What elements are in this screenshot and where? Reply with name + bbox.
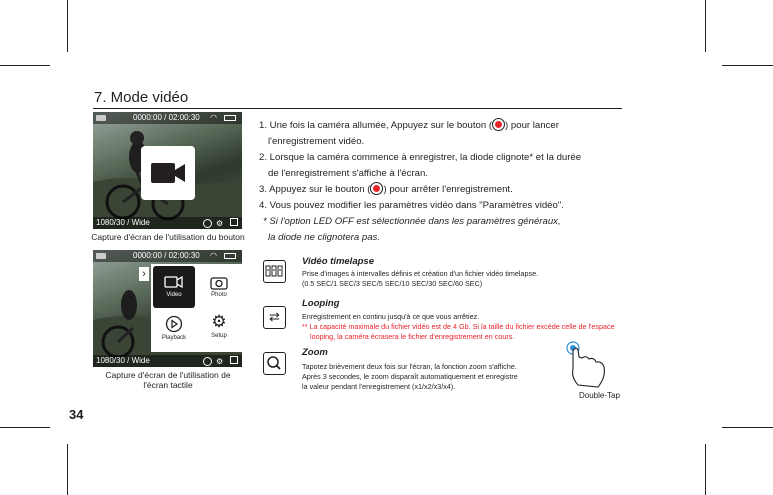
- rec-indicator-icon: [96, 115, 106, 121]
- timer: 0000:00 / 02:00:30: [133, 113, 200, 122]
- menu-label: Video: [166, 292, 182, 298]
- camera-screenshot-button: [93, 112, 242, 229]
- timelapse-title: Vidéo timelapse: [302, 256, 374, 267]
- mode-menu: [151, 264, 242, 352]
- menu-item-video[interactable]: [153, 266, 195, 308]
- resolution-label: 1080/30 / Wide: [96, 356, 150, 365]
- timer: 0000:00 / 02:00:30: [133, 251, 200, 260]
- zoom-icon[interactable]: [203, 357, 212, 366]
- crop-mark: [67, 444, 68, 495]
- page-number: 34: [69, 407, 84, 422]
- text-line: Enregistrement en continu jusqu'à ce que vous arrêtiez.: [302, 312, 480, 321]
- page-title: 7. Mode vidéo: [94, 89, 189, 106]
- crop-mark: [722, 427, 773, 428]
- timelapse-icon: [263, 260, 286, 283]
- caption-line: l'écran tactile: [143, 380, 193, 390]
- battery-icon: [224, 115, 236, 121]
- menu-item-playback[interactable]: [153, 309, 195, 351]
- text-line: la valeur pendant l'enregistrement (x1/x2/x3/x4).: [302, 382, 456, 391]
- battery-icon: [224, 253, 236, 259]
- crop-mark: [67, 0, 68, 52]
- status-bar: [93, 112, 242, 124]
- zoom-icon[interactable]: [203, 219, 212, 228]
- text-line: ** La capacité maximale du fichier vidéo est de 4 Gb. Si la taille du fichier excède celle de l'espace: [302, 322, 615, 331]
- step-text: ) pour arrêter l'enregistrement.: [383, 184, 513, 195]
- step-text: ) pour lancer: [505, 120, 559, 131]
- text-line: Tapotez brièvement deux fois sur l'écran, la fonction zoom s'affiche.: [302, 362, 517, 371]
- zoom-title: Zoom: [302, 347, 328, 358]
- caption-touch: [87, 370, 249, 390]
- menu-label: Playback: [161, 335, 187, 341]
- text-line: (0.5 SEC/1 SEC/3 SEC/5 SEC/10 SEC/30 SEC/60 SEC): [302, 279, 483, 288]
- wifi-icon: ◠: [210, 113, 217, 122]
- zoom-text: [302, 362, 518, 392]
- step-4: 4. Vous pouvez modifier les paramètres vidéo dans "Paramètres vidéo".: [259, 200, 564, 211]
- crop-mark: [0, 65, 50, 66]
- video-mode-overlay: [141, 146, 195, 200]
- crop-mark: [705, 0, 706, 52]
- step-3: [259, 182, 629, 198]
- caption-line: Capture d'écran de l'utilisation de: [105, 370, 231, 380]
- step-text: 3. Appuyez sur le bouton (: [259, 184, 371, 195]
- record-button-icon: [492, 118, 505, 131]
- step-text: 1. Une fois la caméra allumée, Appuyez sur le bouton (: [259, 120, 493, 131]
- gear-icon: ⚙: [211, 312, 227, 331]
- led-note-cont: la diode ne clignotera pas.: [268, 232, 381, 243]
- menu-item-photo[interactable]: [198, 266, 240, 308]
- step-1-cont: l'enregistrement vidéo.: [268, 136, 365, 147]
- double-tap-label: Double-Tap: [579, 391, 620, 400]
- arrow-icon[interactable]: [230, 218, 238, 226]
- looping-title: Looping: [302, 298, 340, 309]
- rec-indicator-icon: [96, 253, 106, 259]
- video-camera-icon: [141, 146, 195, 200]
- settings-icon[interactable]: ⚙: [216, 219, 224, 228]
- text-line: looping, la caméra écrasera le fichier d'enregistrement en cours.: [310, 332, 515, 341]
- title-rule: [93, 108, 622, 109]
- camera-icon: [210, 274, 228, 290]
- caption-button: Capture d'écran de l'utilisation du bouton: [91, 232, 245, 242]
- play-icon: [165, 315, 183, 333]
- instruction-steps: [259, 118, 629, 246]
- resolution-label: 1080/30 / Wide: [96, 218, 150, 227]
- timelapse-text: [302, 269, 538, 289]
- camera-screenshot-touch: [93, 250, 242, 367]
- step-2-cont: de l'enregistrement s'affiche à l'écran.: [268, 168, 428, 179]
- crop-mark: [0, 427, 50, 428]
- menu-label: Photo: [211, 292, 227, 298]
- loop-icon: ⇄: [263, 306, 286, 329]
- crop-mark: [705, 444, 706, 495]
- menu-label: Setup: [211, 333, 227, 339]
- menu-item-setup[interactable]: [198, 309, 240, 351]
- status-bar: [93, 250, 242, 262]
- arrow-icon[interactable]: [230, 356, 238, 364]
- bottom-bar: [93, 217, 242, 229]
- led-note: * Si l'option LED OFF est sélectionnée dans les paramètres généraux,: [263, 216, 561, 227]
- text-line: Après 3 secondes, le zoom disparaît automatiquement et enregistre: [302, 372, 518, 381]
- step-2: 2. Lorsque la caméra commence à enregistrer, la diode clignote* et la durée: [259, 152, 582, 163]
- wifi-icon: ◠: [210, 251, 217, 260]
- crop-mark: [722, 65, 773, 66]
- video-camera-icon: [164, 274, 184, 290]
- record-button-icon: [370, 182, 383, 195]
- zoom-feature-icon: [263, 352, 286, 375]
- step-1: [259, 118, 629, 134]
- hand-tap-icon: [556, 337, 616, 392]
- text-line: Prise d'images à intervalles définis et création d'un fichier vidéo timelapse.: [302, 269, 539, 278]
- menu-back-button[interactable]: ›: [139, 267, 149, 281]
- bottom-bar: [93, 355, 242, 367]
- settings-icon[interactable]: ⚙: [216, 357, 224, 366]
